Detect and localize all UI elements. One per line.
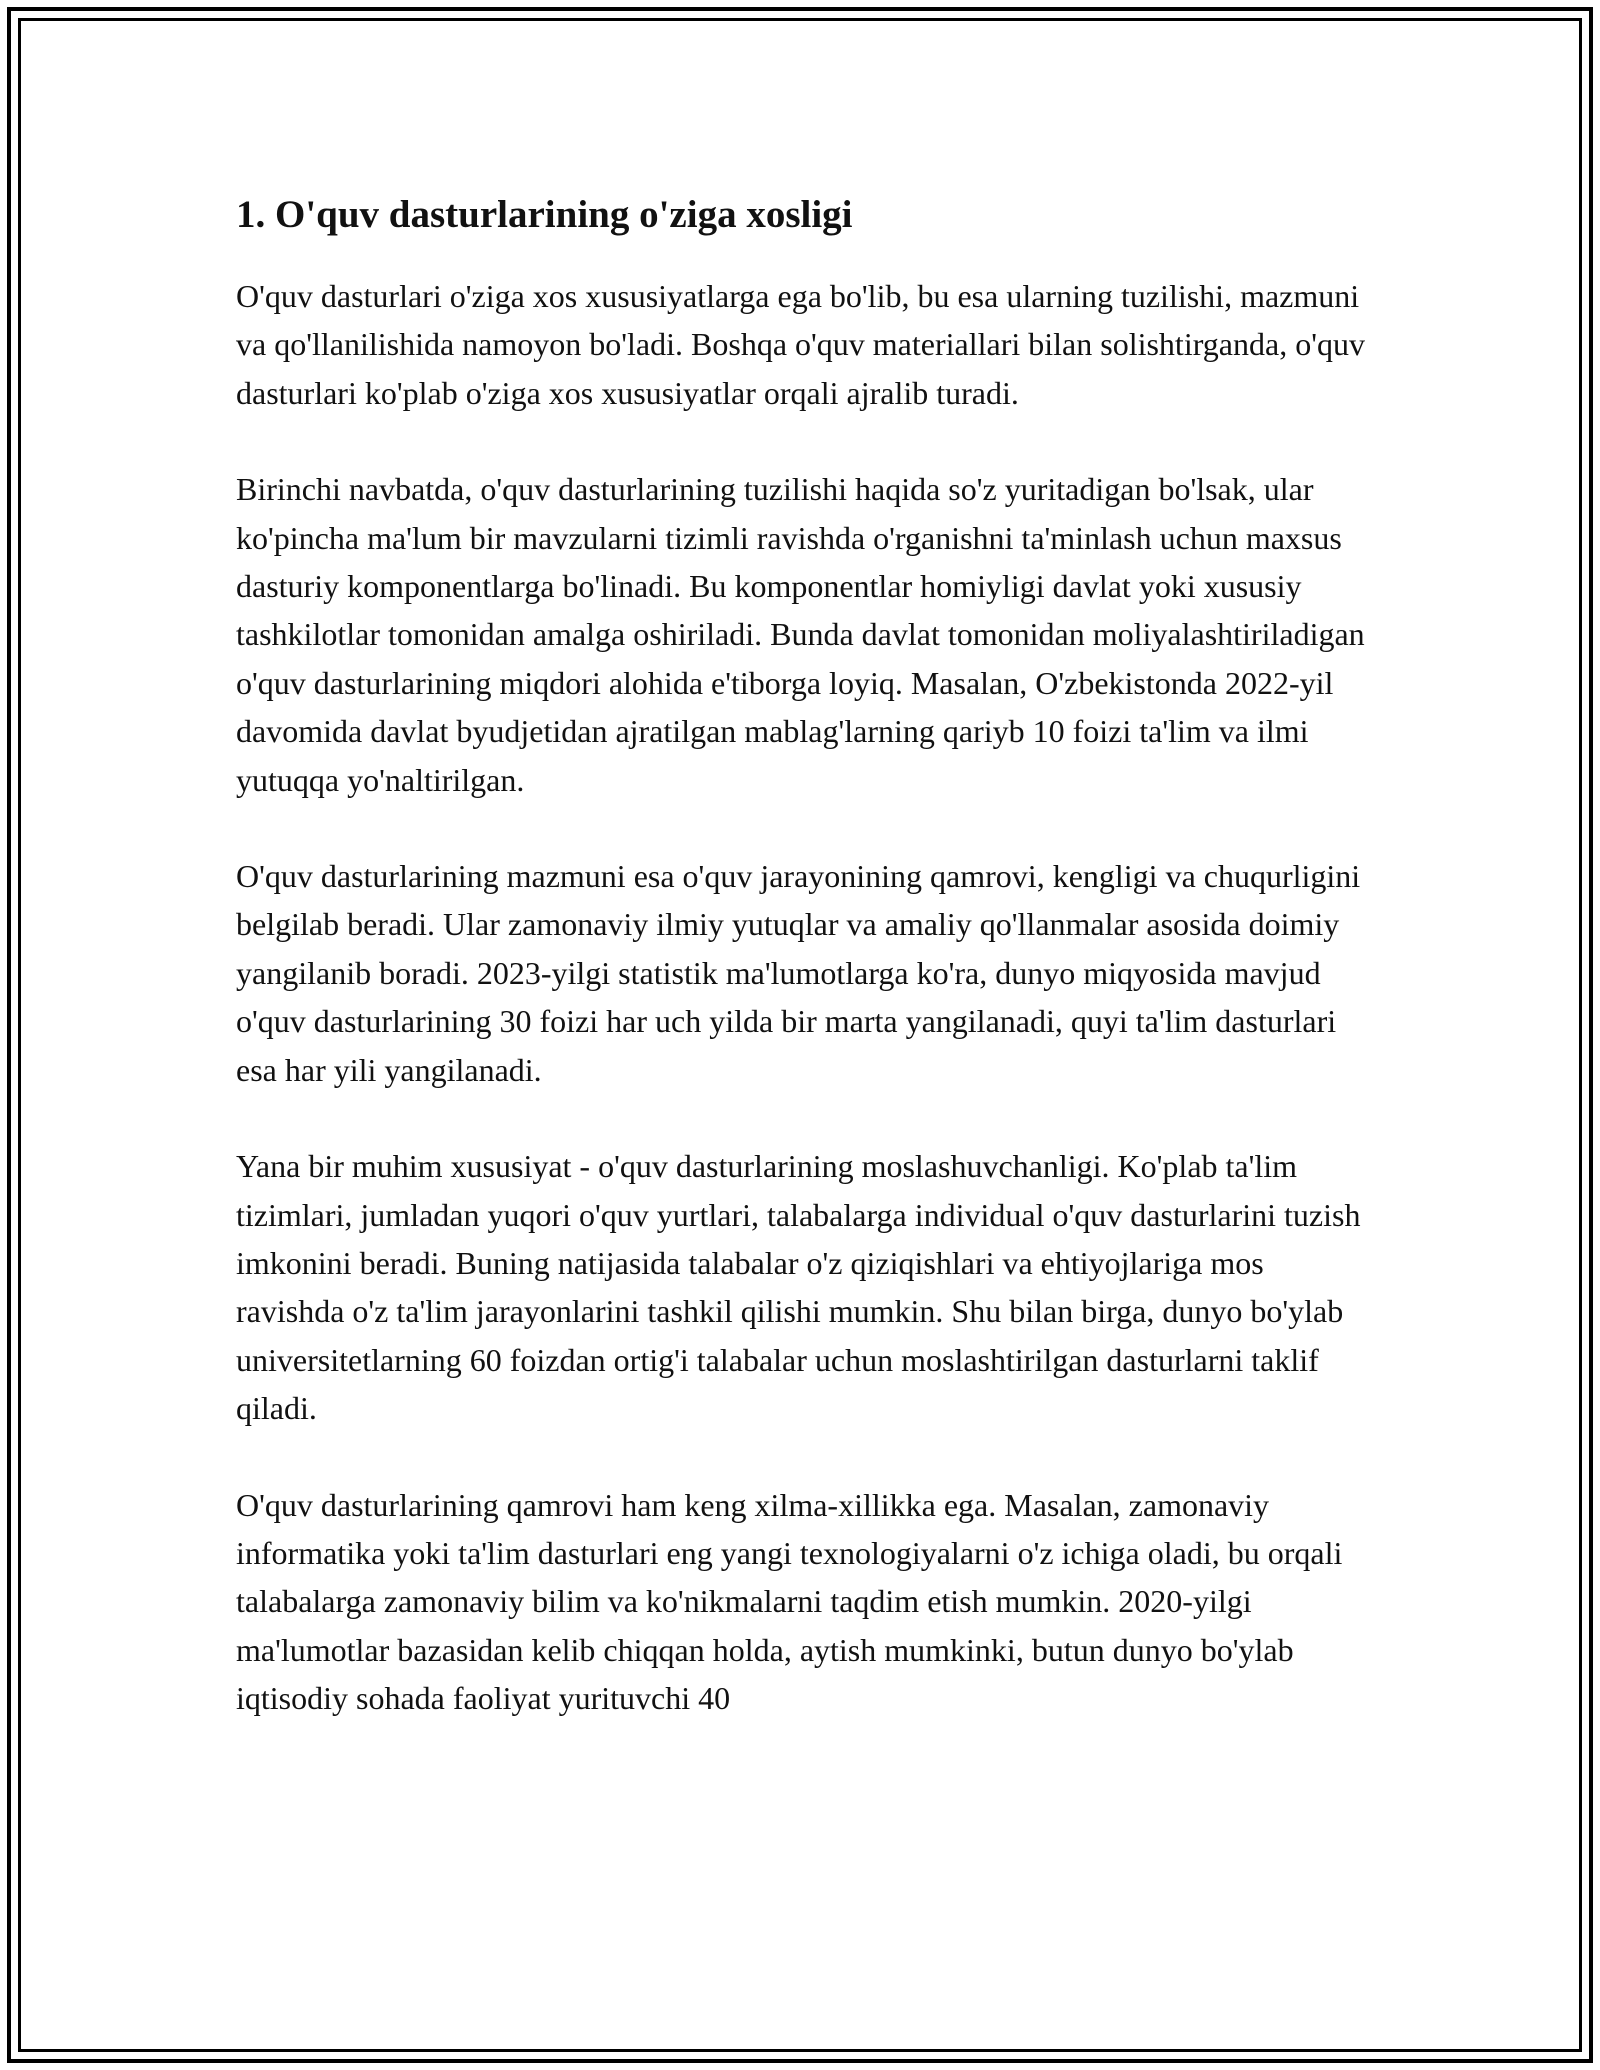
document-body xyxy=(236,186,1376,1723)
paragraph-5: O'quv dasturlarining qamrovi ham keng xilma-xillikka ega. Masalan, zamonaviy informatika yoki ta'lim dasturlari eng yangi texnologiyalarni o'z ichiga oladi, bu orqali talabalarga zamonaviy bilim va ko'nikmalarni taqdim etish mumkin. 2020-yilgi ma'lumotlar bazasidan kelib chiqqan holda, aytish mumkinki, butun dunyo bo'ylab iqtisodiy sohada faoliyat yurituvchi 40 xyxy=(236,1486,1343,1717)
paragraph-2: Birinchi navbatda, o'quv dasturlarining tuzilishi haqida so'z yuritadigan bo'lsak, ular ko'pincha ma'lum bir mavzularni tizimli ravishda o'rganishni ta'minlash uchun maxsus dasturiy komponentlarga bo'linadi. Bu komponentlar homiyligi davlat yoki xususiy tashkilotlar tomonidan amalga oshiriladi. Bunda davlat tomonidan moliyalashtiriladigan o'quv dasturlarining miqdori alohida e'tiborga loyiq. Masalan, O'zbekistonda 2022-yil davomida davlat byudjetidan ajratilgan mablag'larning qariyb 10 foizi ta'lim va ilmi yutuqqa yo'naltirilgan. xyxy=(236,471,1365,798)
paragraph-4: Yana bir muhim xususiyat - o'quv dasturlarining moslashuvchanligi. Ko'plab ta'lim tizimlari, jumladan yuqori o'quv yurtlari, talabalarga individual o'quv dasturlarini tuzish imkonini beradi. Buning natijasida talabalar o'z qiziqishlari va ehtiyojlariga mos ravishda o'z ta'lim jarayonlarini tashkil qilishi mumkin. Shu bilan birga, dunyo bo'ylab universitetlarning 60 foizdan ortig'i talabalar uchun moslashtirilgan dasturlarni taklif qiladi. xyxy=(236,1148,1361,1427)
paragraph-1: O'quv dasturlari o'ziga xos xususiyatlarga ega bo'lib, bu esa ularning tuzilishi, mazmuni va qo'llanilishida namoyon bo'ladi. Boshqa o'quv materiallari bilan solishtirganda, o'quv dasturlari ko'plab o'ziga xos xususiyatlar orqali ajralib turadi. xyxy=(236,278,1365,411)
section-heading: 1. O'quv dasturlarining o'ziga xosligi xyxy=(236,193,853,236)
paragraph-3: O'quv dasturlarining mazmuni esa o'quv jarayonining qamrovi, kengligi va chuqurligini belgilab beradi. Ular zamonaviy ilmiy yutuqlar va amaliy qo'llanmalar asosida doimiy yangilanib boradi. 2023-yilgi statistik ma'lumotlarga ko'ra, dunyo miqyosida mavjud o'quv dasturlarining 30 foizi har uch yilda bir marta yangilanadi, quyi ta'lim dasturlari esa har yili yangilanadi. xyxy=(236,858,1361,1088)
